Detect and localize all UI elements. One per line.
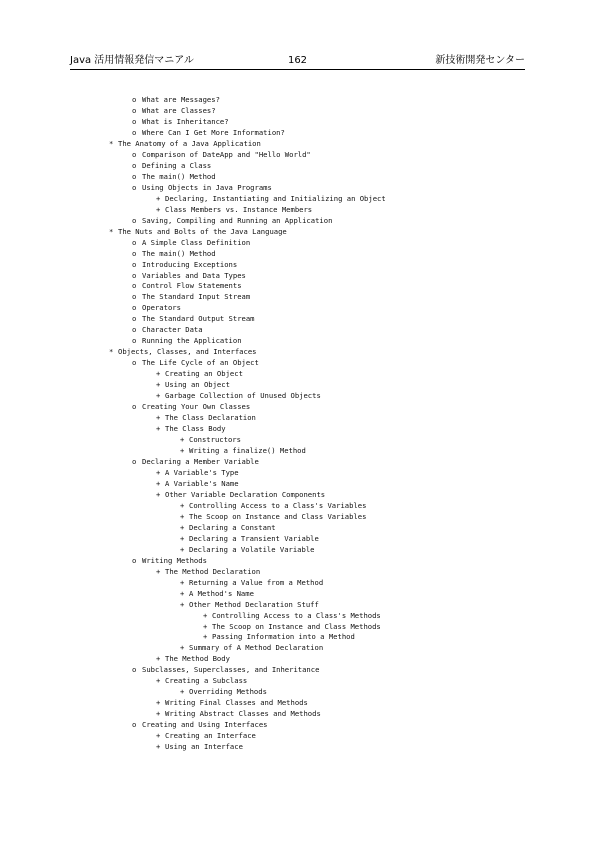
toc-item	[0, 435, 595, 446]
toc-item	[0, 172, 595, 183]
toc-item-text: The Scoop on Instance and Class Methods	[212, 621, 381, 631]
toc-bullet: o	[132, 270, 137, 280]
toc-bullet: +	[180, 435, 185, 445]
toc-item	[0, 632, 595, 643]
toc-item-text: Using an Interface	[165, 742, 243, 752]
toc-item	[0, 600, 595, 611]
toc-item-text: Other Method Declaration Stuff	[189, 599, 319, 609]
toc-item	[0, 161, 595, 172]
toc-item	[0, 216, 595, 227]
toc-item	[0, 643, 595, 654]
toc-item-text: Garbage Collection of Unused Objects	[165, 391, 321, 401]
toc-bullet: +	[156, 369, 161, 379]
toc-bullet: +	[156, 566, 161, 576]
toc-item-text: Variables and Data Types	[142, 270, 246, 280]
toc-item-text: The Standard Input Stream	[142, 292, 251, 302]
toc-item	[0, 665, 595, 676]
toc-item-text: Writing Final Classes and Methods	[165, 698, 308, 708]
toc-item-text: Returning a Value from a Method	[189, 577, 324, 587]
toc-bullet: o	[132, 555, 137, 565]
toc-bullet: o	[132, 665, 137, 675]
toc-item-text: Character Data	[142, 325, 203, 335]
toc-bullet: o	[132, 358, 137, 368]
toc-item	[0, 117, 595, 128]
toc-item	[0, 292, 595, 303]
toc-bullet: +	[203, 621, 208, 631]
toc-item-text: What are Messages?	[142, 95, 220, 104]
toc-item	[0, 205, 595, 216]
toc-bullet: *	[109, 138, 114, 148]
toc-item	[0, 731, 595, 742]
toc-item-text: Creating an Object	[165, 369, 243, 379]
toc-item-text: Using Objects in Java Programs	[142, 182, 272, 192]
toc-item-text: Controlling Access to a Class's Variables	[189, 500, 367, 510]
toc-bullet: o	[132, 237, 137, 247]
toc-item	[0, 490, 595, 501]
toc-bullet: +	[180, 588, 185, 598]
toc-item	[0, 194, 595, 205]
toc-bullet: o	[132, 95, 137, 104]
toc-bullet: +	[156, 380, 161, 390]
toc-bullet: o	[132, 325, 137, 335]
toc-bullet: o	[132, 259, 137, 269]
toc-item-text: Creating an Interface	[165, 731, 256, 741]
toc-item-text: Summary of A Method Declaration	[189, 643, 324, 653]
toc-item	[0, 523, 595, 534]
toc-item	[0, 622, 595, 633]
toc-item-text: The main() Method	[142, 171, 216, 181]
toc-bullet: +	[156, 698, 161, 708]
toc-item	[0, 501, 595, 512]
toc-item	[0, 556, 595, 567]
toc-item-text: Declaring, Instantiating and Initializing an Object	[165, 193, 386, 203]
toc-bullet: +	[180, 599, 185, 609]
toc-item	[0, 358, 595, 369]
toc-item-text: Control Flow Statements	[142, 281, 242, 291]
toc-item	[0, 424, 595, 435]
toc-bullet: *	[109, 347, 114, 357]
toc-item-text: Creating Your Own Classes	[142, 402, 251, 412]
toc-bullet: o	[132, 182, 137, 192]
header-organization: 新技術開発センター	[435, 55, 525, 66]
toc-item	[0, 249, 595, 260]
toc-bullet: *	[109, 226, 114, 236]
toc-item	[0, 468, 595, 479]
toc-item-text: Using an Object	[165, 380, 230, 390]
toc-item	[0, 654, 595, 665]
toc-item-text: The Class Declaration	[165, 413, 256, 423]
toc-item-text: A Simple Class Definition	[142, 237, 251, 247]
toc-item	[0, 128, 595, 139]
toc-bullet: +	[180, 446, 185, 455]
toc-bullet: +	[180, 522, 185, 532]
toc-item-text: Declaring a Constant	[189, 522, 276, 532]
toc-item-text: Where Can I Get More Information?	[142, 127, 285, 137]
toc-bullet: +	[203, 632, 208, 642]
toc-item	[0, 303, 595, 314]
toc-bullet: o	[132, 160, 137, 170]
toc-item	[0, 402, 595, 413]
toc-item	[0, 260, 595, 271]
toc-item	[0, 369, 595, 380]
toc-bullet: o	[132, 105, 137, 115]
toc-item-text: Operators	[142, 303, 181, 313]
toc-item-text: Comparison of DateApp and "Hello World"	[142, 149, 311, 159]
toc-item-text: The Life Cycle of an Object	[142, 358, 259, 368]
toc-item	[0, 698, 595, 709]
toc-bullet: o	[132, 127, 137, 137]
toc-item	[0, 391, 595, 402]
toc-item	[0, 325, 595, 336]
toc-bullet: o	[132, 149, 137, 159]
toc-item	[0, 271, 595, 282]
toc-item	[0, 457, 595, 468]
toc-bullet: o	[132, 336, 137, 346]
toc-item-text: The main() Method	[142, 248, 216, 258]
toc-item-text: The Scoop on Instance and Class Variables	[189, 511, 367, 521]
toc-item-text: A Variable's Type	[165, 467, 239, 477]
toc-item	[0, 446, 595, 457]
toc-item	[0, 578, 595, 589]
toc-bullet: o	[132, 720, 137, 730]
page-number: 162	[287, 55, 308, 66]
toc-item-text: Class Members vs. Instance Members	[165, 204, 313, 214]
toc-item-text: Objects, Classes, and Interfaces	[118, 347, 257, 357]
toc-item	[0, 611, 595, 622]
toc-bullet: o	[132, 116, 137, 126]
toc-bullet: +	[156, 731, 161, 741]
toc-bullet: +	[156, 467, 161, 477]
toc-item	[0, 709, 595, 720]
toc-item-text: Subclasses, Superclasses, and Inheritance	[142, 665, 320, 675]
toc-item-text: Constructors	[189, 435, 241, 445]
toc-item-text: Saving, Compiling and Running an Application	[142, 215, 333, 225]
toc-item-text: Writing Methods	[142, 555, 207, 565]
page-header	[70, 55, 525, 70]
toc-bullet: o	[132, 303, 137, 313]
toc-item-text: Running the Application	[142, 336, 242, 346]
toc-item	[0, 676, 595, 687]
toc-bullet: +	[180, 577, 185, 587]
toc-bullet: +	[156, 193, 161, 203]
toc-item-text: A Method's Name	[189, 588, 254, 598]
toc-bullet: o	[132, 456, 137, 466]
toc-bullet: o	[132, 402, 137, 412]
toc-bullet: +	[156, 654, 161, 664]
toc-bullet: o	[132, 314, 137, 324]
toc-item	[0, 687, 595, 698]
header-title: Java 活用情報発信マニアル	[70, 55, 194, 66]
toc-item	[0, 512, 595, 523]
toc-bullet: +	[180, 687, 185, 697]
toc-bullet: o	[132, 281, 137, 291]
toc-item-text: Creating and Using Interfaces	[142, 720, 268, 730]
toc-item	[0, 742, 595, 753]
toc-item-text: Passing Information into a Method	[212, 632, 355, 642]
toc-item	[0, 589, 595, 600]
toc-bullet: +	[156, 204, 161, 214]
toc-bullet: +	[180, 500, 185, 510]
toc-item	[0, 479, 595, 490]
toc-bullet: o	[132, 248, 137, 258]
toc-item-text: Writing a finalize() Method	[189, 446, 306, 455]
toc-item	[0, 534, 595, 545]
toc-item	[0, 347, 595, 358]
toc-item-text: The Method Declaration	[165, 566, 261, 576]
toc-item-text: The Anatomy of a Java Application	[118, 138, 261, 148]
toc-item-text: The Method Body	[165, 654, 230, 664]
toc-item	[0, 183, 595, 194]
toc-item	[0, 720, 595, 731]
toc-bullet: +	[180, 511, 185, 521]
toc-item	[0, 380, 595, 391]
toc-bullet: +	[180, 544, 185, 554]
toc-item-text: What is Inheritance?	[142, 116, 229, 126]
toc-bullet: +	[203, 610, 208, 620]
toc-bullet: +	[156, 478, 161, 488]
toc-item-text: Introducing Exceptions	[142, 259, 238, 269]
toc-bullet: +	[156, 413, 161, 423]
toc-item	[0, 314, 595, 325]
toc-bullet: +	[156, 424, 161, 434]
toc-item-text: Creating a Subclass	[165, 676, 248, 686]
toc-bullet: o	[132, 171, 137, 181]
toc-bullet: +	[180, 643, 185, 653]
toc-item	[0, 281, 595, 292]
toc-item	[0, 106, 595, 117]
toc-item-text: Defining a Class	[142, 160, 212, 170]
toc-item	[0, 150, 595, 161]
toc-item	[0, 545, 595, 556]
toc-bullet: +	[156, 709, 161, 719]
toc-item-text: What are Classes?	[142, 105, 216, 115]
toc-item-text: Declaring a Transient Variable	[189, 533, 319, 543]
toc-item	[0, 336, 595, 347]
toc-item-text: Declaring a Volatile Variable	[189, 544, 315, 554]
toc-bullet: +	[180, 533, 185, 543]
toc-item	[0, 413, 595, 424]
toc-bullet: +	[156, 676, 161, 686]
toc-bullet: +	[156, 391, 161, 401]
toc-item-text: Overriding Methods	[189, 687, 267, 697]
toc-item-text: Writing Abstract Classes and Methods	[165, 709, 321, 719]
toc-bullet: +	[156, 489, 161, 499]
toc-item-text: The Standard Output Stream	[142, 314, 255, 324]
toc-item-text: Other Variable Declaration Components	[165, 489, 326, 499]
toc-item-text: A Variable's Name	[165, 478, 239, 488]
toc-item-text: Declaring a Member Variable	[142, 456, 259, 466]
toc-bullet: o	[132, 215, 137, 225]
toc-bullet: o	[132, 292, 137, 302]
toc-item	[0, 95, 595, 106]
toc-item	[0, 238, 595, 249]
toc-item	[0, 139, 595, 150]
toc-item	[0, 227, 595, 238]
toc-item-text: The Nuts and Bolts of the Java Language	[118, 226, 287, 236]
toc-item-text: The Class Body	[165, 424, 226, 434]
table-of-contents-list	[0, 95, 595, 753]
toc-item-text: Controlling Access to a Class's Methods	[212, 610, 381, 620]
toc-bullet: +	[156, 742, 161, 752]
toc-item	[0, 567, 595, 578]
